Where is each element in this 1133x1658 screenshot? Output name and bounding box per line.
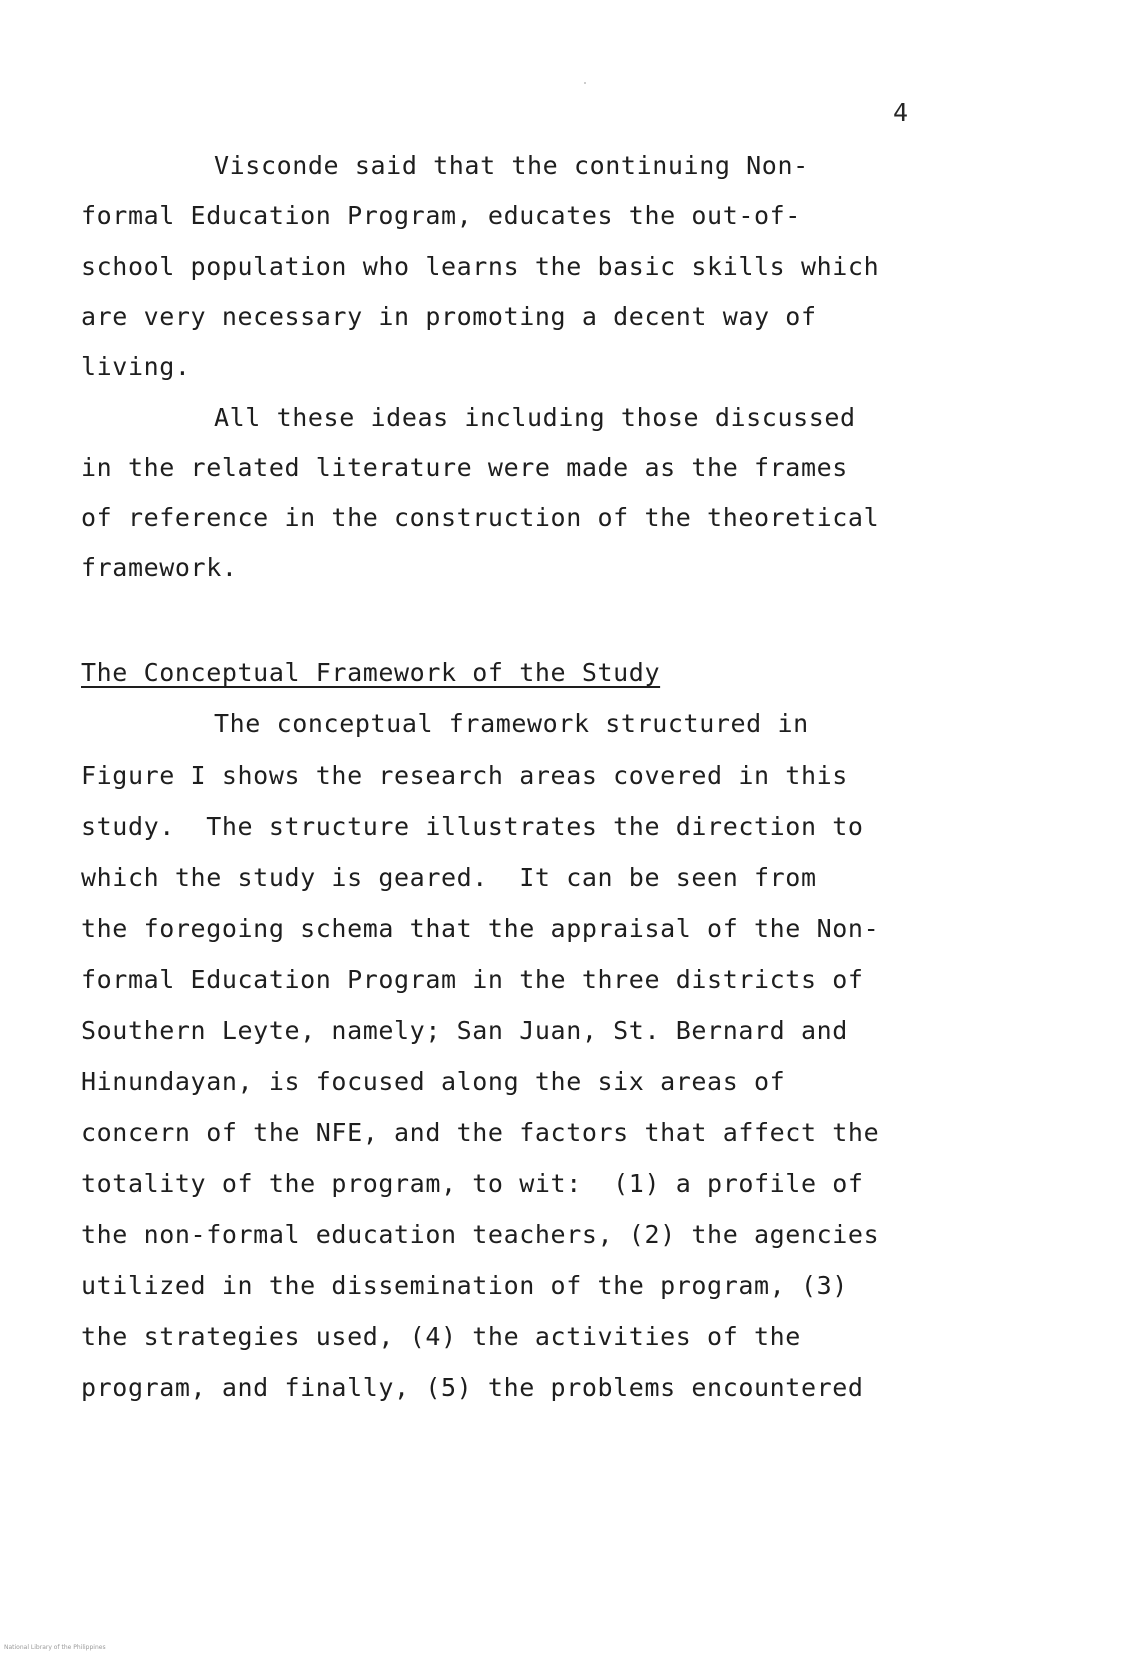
paragraph-3-line-13: the strategies used, (4) the activities of the <box>81 1322 801 1351</box>
paragraph-3-line-10: totality of the program, to wit: (1) a profile of <box>81 1169 864 1198</box>
paragraph-2-line-4: framework. <box>81 553 238 582</box>
section-heading: The Conceptual Framework of the Study <box>81 658 661 687</box>
paragraph-3-line-5: the foregoing schema that the appraisal of the Non- <box>81 914 880 943</box>
paragraph-2-line-1: All these ideas including those discussed <box>214 403 856 432</box>
paragraph-3-line-9: concern of the NFE, and the factors that affect the <box>81 1118 880 1147</box>
paragraph-1-line-4: are very necessary in promoting a decent way of <box>81 302 817 331</box>
paragraph-3-line-1: The conceptual framework structured in <box>214 709 809 738</box>
paragraph-3-line-4: which the study is geared. It can be seen from <box>81 863 817 892</box>
paragraph-2-line-3: of reference in the construction of the theoretical <box>81 503 880 532</box>
paragraph-3-line-6: formal Education Program in the three districts of <box>81 965 864 994</box>
paragraph-1-line-3: school population who learns the basic skills which <box>81 252 880 281</box>
scan-speck <box>584 82 586 84</box>
scan-footer: National Library of the Philippines <box>4 1644 106 1651</box>
paragraph-3-line-11: the non-formal education teachers, (2) the agencies <box>81 1220 880 1249</box>
paragraph-3-line-8: Hinundayan, is focused along the six areas of <box>81 1067 786 1096</box>
paragraph-3-line-12: utilized in the dissemination of the program, (3) <box>81 1271 848 1300</box>
page-number: 4 <box>893 98 909 127</box>
paragraph-3-line-14: program, and finally, (5) the problems encountered <box>81 1373 864 1402</box>
paragraph-1-line-5: living. <box>81 352 191 381</box>
paragraph-2-line-2: in the related literature were made as the frames <box>81 453 848 482</box>
paragraph-1-line-1: Visconde said that the continuing Non- <box>214 151 809 180</box>
paragraph-3-line-2: Figure I shows the research areas covered in this <box>81 761 848 790</box>
paragraph-1-line-2: formal Education Program, educates the out-of- <box>81 201 801 230</box>
paragraph-3-line-7: Southern Leyte, namely; San Juan, St. Bernard and <box>81 1016 848 1045</box>
paragraph-3-line-3: study. The structure illustrates the direction to <box>81 812 864 841</box>
